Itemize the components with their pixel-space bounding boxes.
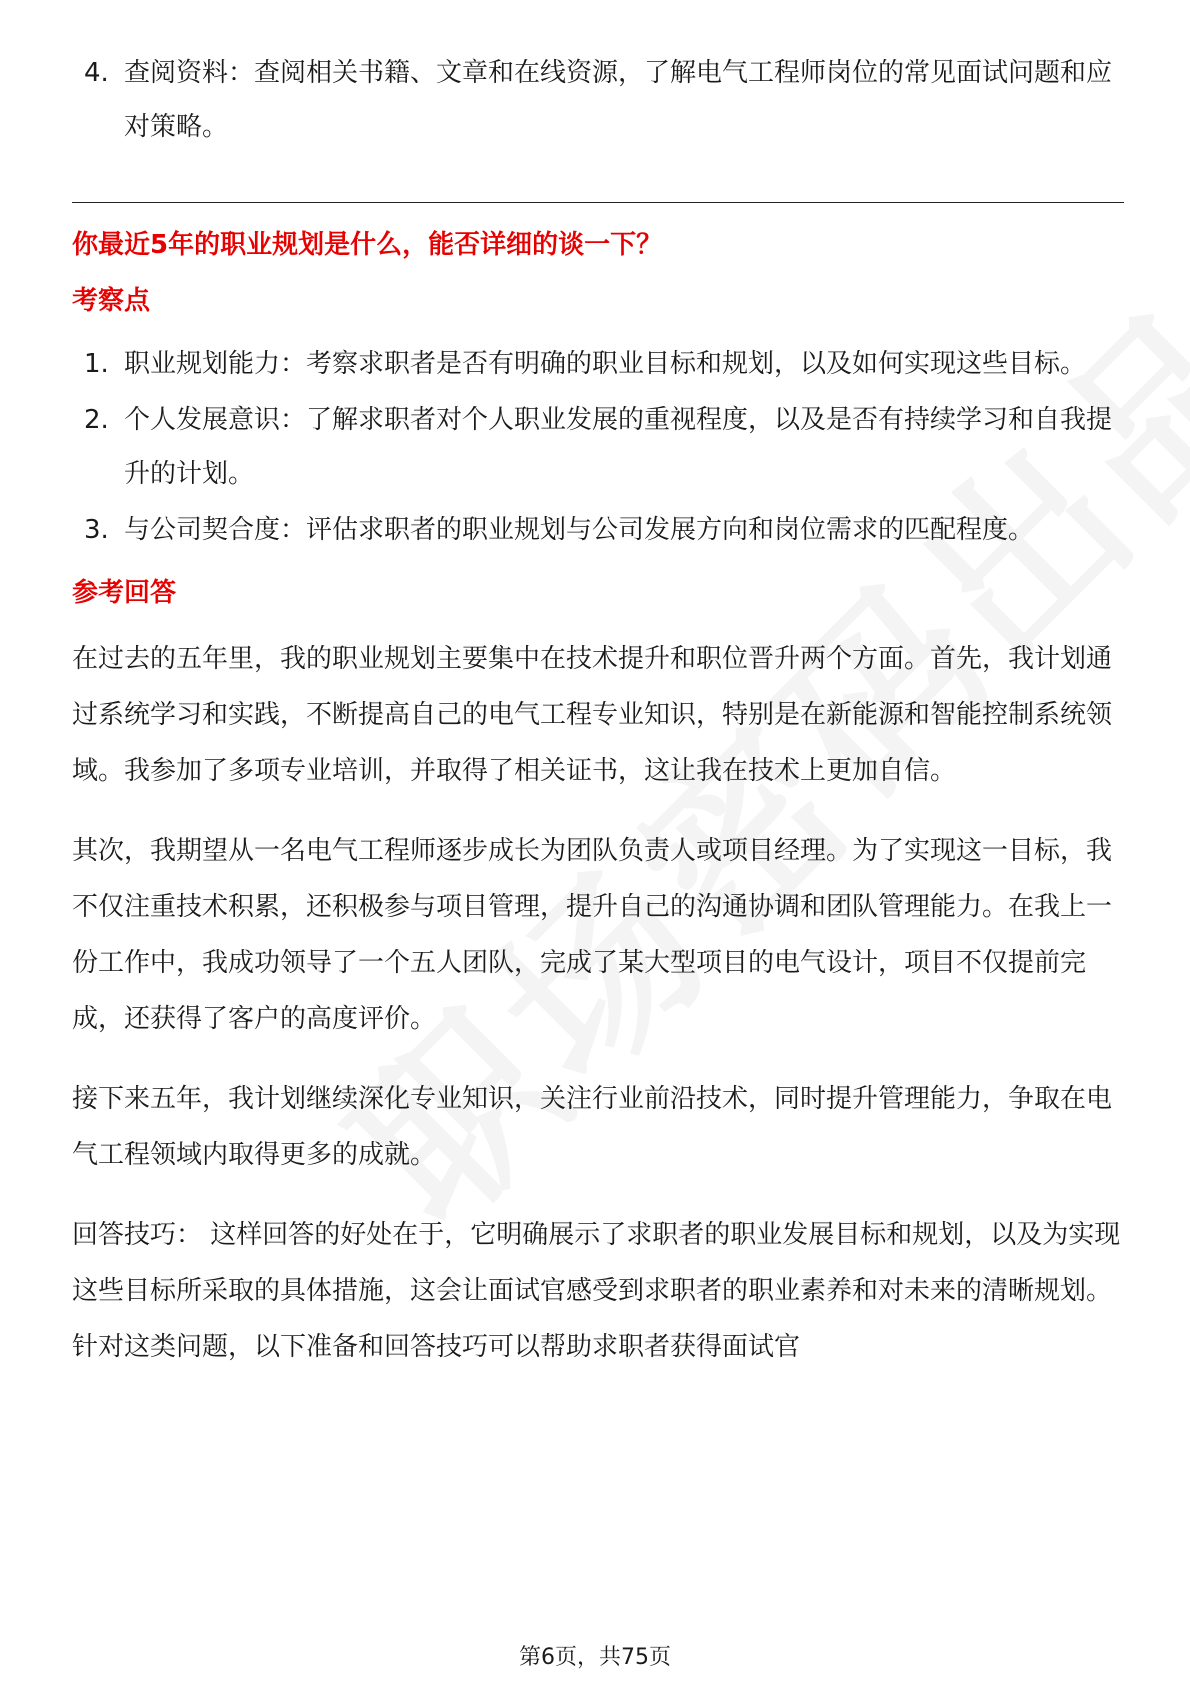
list-number: 4. bbox=[84, 58, 109, 88]
previous-list bbox=[72, 46, 1124, 154]
assessment-list bbox=[72, 337, 1124, 557]
reference-answer-label: 参考回答 bbox=[72, 578, 177, 608]
list-number: 2. bbox=[84, 405, 109, 435]
list-number: 3. bbox=[84, 515, 109, 545]
answer-paragraph: 接下来五年，我计划继续深化专业知识，关注行业前沿技术，同时提升管理能力，争取在电气工程领域内取得更多的成就。 bbox=[72, 1084, 1113, 1170]
answer-tips-paragraph: 回答技巧： 这样回答的好处在于，它明确展示了求职者的职业发展目标和规划，以及为实现这些目标所采取的具体措施，这会让面试官感受到求职者的职业素养和对未来的清晰规划。针对这类问题，以下准备和回答技巧可以帮助求职者获得面试官 bbox=[72, 1220, 1121, 1362]
list-text: 查阅资料：查阅相关书籍、文章和在线资源，了解电气工程师岗位的常见面试问题和应对策略。 bbox=[124, 58, 1113, 142]
page-content bbox=[72, 46, 1124, 1399]
list-number: 1. bbox=[84, 349, 109, 379]
assessment-label: 考察点 bbox=[72, 286, 151, 316]
section-divider bbox=[72, 202, 1124, 203]
list-item bbox=[72, 393, 1124, 501]
list-item bbox=[72, 46, 1124, 154]
list-text: 与公司契合度：评估求职者的职业规划与公司发展方向和岗位需求的匹配程度。 bbox=[124, 515, 1035, 545]
answer-paragraph: 在过去的五年里，我的职业规划主要集中在技术提升和职位晋升两个方面。首先，我计划通过系统学习和实践，不断提高自己的电气工程专业知识，特别是在新能源和智能控制系统领域。我参加了多项专业培训，并取得了相关证书，这让我在技术上更加自信。 bbox=[72, 644, 1113, 786]
list-item bbox=[72, 337, 1124, 391]
list-text: 个人发展意识：了解求职者对个人职业发展的重视程度，以及是否有持续学习和自我提升的计划。 bbox=[124, 405, 1113, 489]
interview-question: 你最近5年的职业规划是什么，能否详细的谈一下？ bbox=[72, 230, 663, 260]
list-item bbox=[72, 503, 1124, 557]
answer-paragraph: 其次，我期望从一名电气工程师逐步成长为团队负责人或项目经理。为了实现这一目标，我不仅注重技术积累，还积极参与项目管理，提升自己的沟通协调和团队管理能力。在我上一份工作中，我成功领导了一个五人团队，完成了某大型项目的电气设计，项目不仅提前完成，还获得了客户的高度评价。 bbox=[72, 836, 1113, 1034]
list-text: 职业规划能力：考察求职者是否有明确的职业目标和规划，以及如何实现这些目标。 bbox=[124, 349, 1087, 379]
page-number-footer: 第6页，共75页 bbox=[519, 1645, 671, 1670]
